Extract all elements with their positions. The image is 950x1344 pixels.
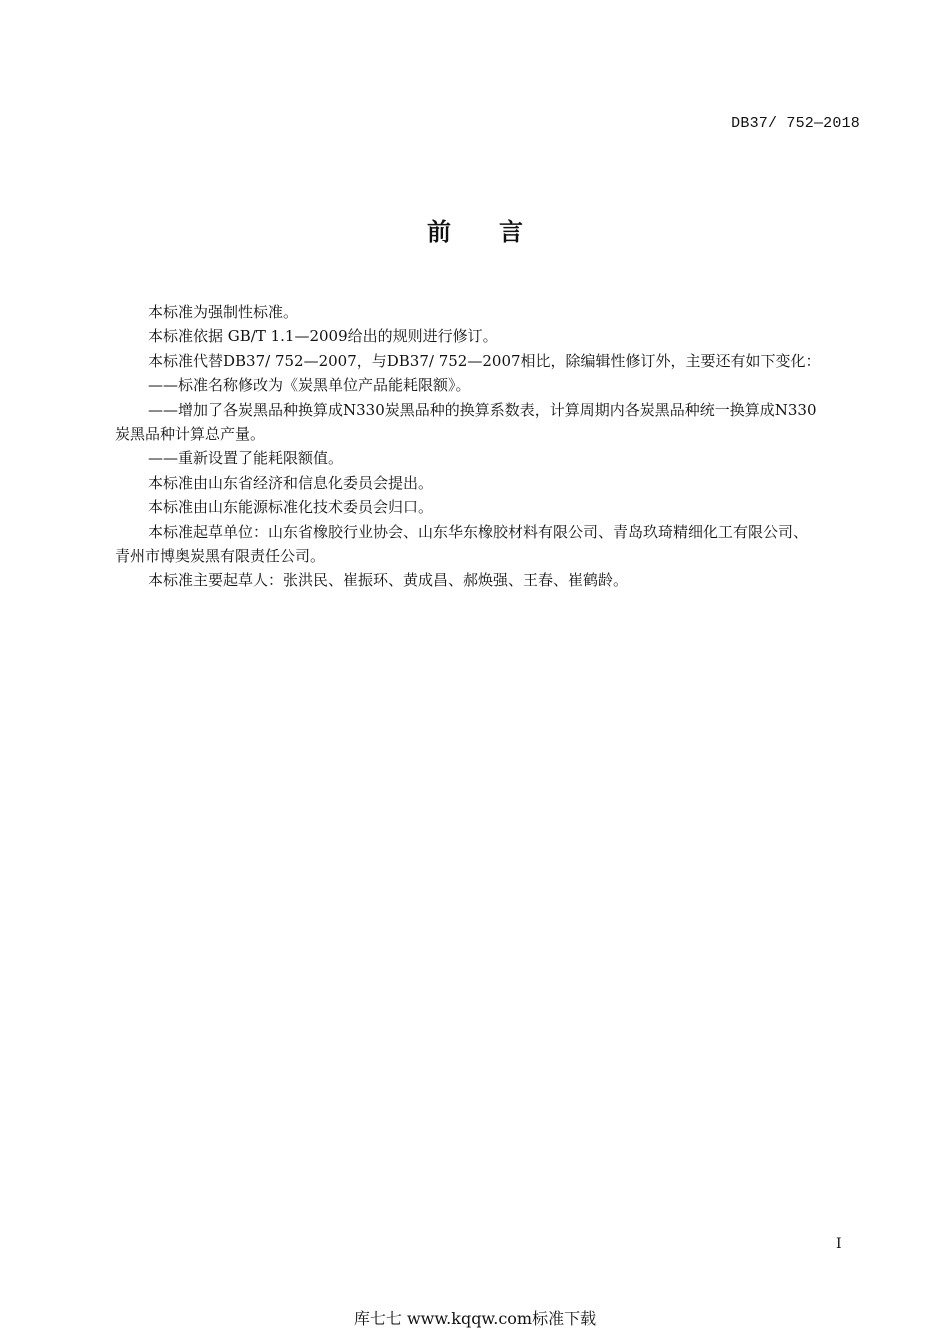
paragraph: 本标准依据 GB/T 1.1—2009给出的规则进行修订。	[148, 327, 498, 346]
page-title: 前言	[427, 218, 571, 246]
paragraph-continuation: 青州市博奥炭黑有限责任公司。	[115, 546, 326, 565]
paragraph: 本标准为强制性标准。	[148, 303, 299, 321]
paragraph: ——增加了各炭黑品种换算成N330炭黑品种的换算系数表，计算周期内各炭黑品种统一换算成N330	[148, 400, 817, 419]
paragraph-continuation: 炭黑品种计算总产量。	[115, 424, 266, 443]
paragraph: ——重新设置了能耗限额值。	[148, 449, 344, 468]
paragraph: 本标准起草单位：山东省橡胶行业协会、山东华东橡胶材料有限公司、青岛玖琦精细化工有限公司、	[148, 522, 809, 541]
paragraph: 本标准主要起草人：张洪民、崔振环、黄成昌、郝焕强、王春、崔鹤龄。	[148, 571, 629, 590]
paragraph: 本标准由山东省经济和信息化委员会提出。	[148, 473, 434, 492]
standard-code: DB37/ 752—2018	[731, 115, 860, 132]
paragraph: ——标准名称修改为《炭黑单位产品能耗限额》。	[148, 376, 471, 395]
foreword-body	[115, 300, 865, 593]
paragraph: 本标准由山东能源标准化技术委员会归口。	[148, 498, 434, 517]
page-number: I	[836, 1236, 842, 1252]
footer-watermark: 库七七 www.kqqw.com标准下载	[353, 1309, 597, 1328]
paragraph: 本标准代替DB37/ 752—2007，与DB37/ 752—2007相比，除编辑性修订外，主要还有如下变化：	[148, 351, 821, 370]
